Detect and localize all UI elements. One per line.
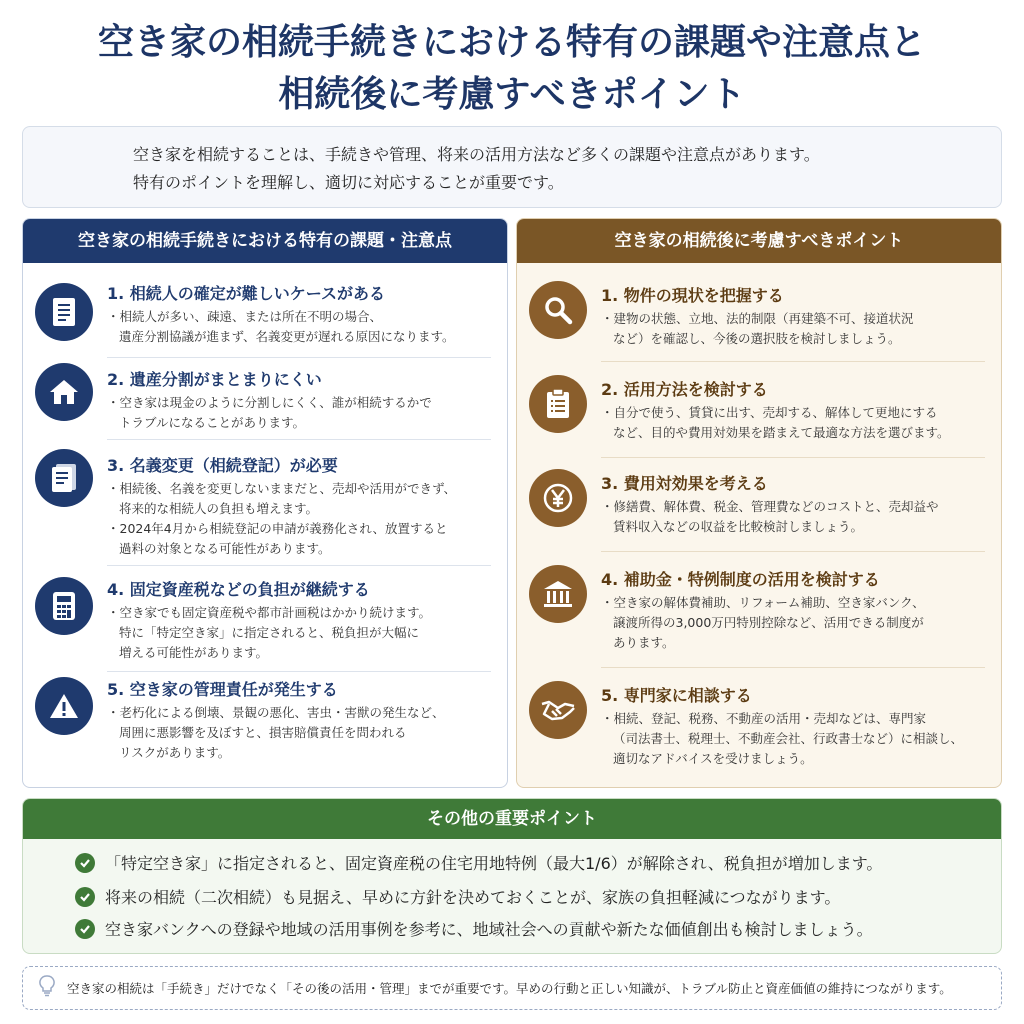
issue-title: 1. 相続人の確定が難しいケースがある	[107, 284, 385, 303]
other-point-item	[75, 851, 882, 874]
point-title: 1. 物件の現状を把握する	[601, 286, 784, 305]
divider	[601, 457, 985, 458]
magnifier-icon	[529, 281, 587, 339]
divider	[601, 667, 985, 668]
footer-text: 空き家の相続は「手続き」だけでなく「その後の活用・管理」までが重要です。早めの行動と正しい知識が、トラブル防止と資産価値の維持につながります。	[67, 981, 952, 996]
divider	[601, 551, 985, 552]
point-body	[601, 593, 925, 653]
issue-title: 4. 固定資産税などの負担が継続する	[107, 580, 370, 599]
bank-icon	[529, 565, 587, 623]
point-line: あります。	[613, 635, 675, 650]
house-icon	[35, 363, 93, 421]
handshake-icon	[529, 681, 587, 739]
page-title	[0, 16, 1024, 120]
point-line: ・建物の状態、立地、法的制限（再建築不可、接道状況	[601, 311, 914, 326]
point-title: 2. 活用方法を検討する	[601, 380, 768, 399]
point-line: など、目的や費用対効果を踏まえて最適な方法を選びます。	[613, 425, 950, 440]
divider	[601, 361, 985, 362]
point-line: 適切なアドバイスを受けましょう。	[613, 751, 813, 766]
lightbulb-icon	[39, 975, 55, 1001]
point-title: 5. 専門家に相談する	[601, 686, 752, 705]
issue-title: 3. 名義変更（相続登記）が必要	[107, 456, 338, 475]
issue-line: 特に「特定空き家」に指定されると、税負担が大幅に	[119, 625, 420, 640]
issue-body	[107, 603, 431, 663]
intro-line-2: 特有のポイントを理解し、適切に対応することが重要です。	[133, 173, 564, 192]
issue-body	[107, 393, 432, 433]
issue-line: トラブルになることがあります。	[119, 415, 306, 430]
other-points-box	[22, 798, 1002, 954]
divider	[107, 565, 491, 566]
other-point-item	[75, 917, 873, 940]
issue-body	[107, 307, 455, 347]
issue-line: 過料の対象となる可能性があります。	[119, 541, 331, 556]
title-line-1: 空き家の相続手続きにおける特有の課題や注意点と	[97, 21, 926, 63]
point-line: 賃料収入などの収益を比較検討しましょう。	[613, 519, 864, 534]
warning-icon	[35, 677, 93, 735]
check-icon	[75, 853, 95, 873]
point-body	[601, 309, 914, 349]
clipboard-icon	[529, 375, 587, 433]
issues-panel-heading: 空き家の相続手続きにおける特有の課題・注意点	[23, 219, 507, 263]
points-panel-heading: 空き家の相続後に考慮すべきポイント	[517, 219, 1001, 263]
point-line: ・修繕費、解体費、税金、管理費などのコストと、売却益や	[601, 499, 939, 514]
issue-line: ・2024年4月から相続登記の申請が義務化され、放置すると	[107, 521, 448, 536]
other-point-text: 「特定空き家」に指定されると、固定資産税の住宅用地特例（最大1/6）が解除され、税負担が増加します。	[105, 854, 883, 873]
points-panel	[516, 218, 1002, 788]
check-icon	[75, 919, 95, 939]
divider	[107, 357, 491, 358]
issue-title: 5. 空き家の管理責任が発生する	[107, 680, 338, 699]
point-line: など）を確認し、今後の選択肢を検討しましょう。	[613, 331, 901, 346]
point-title: 4. 補助金・特例制度の活用を検討する	[601, 570, 880, 589]
point-body	[601, 403, 950, 443]
issue-body	[107, 703, 445, 763]
other-point-text: 将来の相続（二次相続）も見据え、早めに方針を決めておくことが、家族の負担軽減につながります。	[105, 888, 841, 907]
point-title: 3. 費用対効果を考える	[601, 474, 768, 493]
document-icon	[35, 283, 93, 341]
issue-line: ・老朽化による倒壊、景観の悪化、害虫・害獣の発生など、	[107, 705, 445, 720]
point-line: ・相続、登記、税務、不動産の活用・売却などは、専門家	[601, 711, 927, 726]
point-body	[601, 709, 963, 769]
issue-line: ・相続人が多い、疎遠、または所在不明の場合、	[107, 309, 383, 324]
issues-panel	[22, 218, 508, 788]
check-icon	[75, 887, 95, 907]
calculator-icon	[35, 577, 93, 635]
issue-line: 周囲に悪影響を及ぼすと、損害賠償責任を問われる	[119, 725, 407, 740]
registry-document-icon	[35, 449, 93, 507]
issue-line: 増える可能性があります。	[119, 645, 269, 660]
issue-line: リスクがあります。	[119, 745, 231, 760]
divider	[107, 439, 491, 440]
issue-line: 将来的な相続人の負担も増えます。	[119, 501, 319, 516]
other-point-text: 空き家バンクへの登録や地域の活用事例を参考に、地域社会への貢献や新たな価値創出も検討しましょう。	[105, 920, 873, 939]
point-body	[601, 497, 939, 537]
intro-line-1: 空き家を相続することは、手続きや管理、将来の活用方法など多くの課題や注意点があります。	[133, 145, 820, 164]
other-points-heading: その他の重要ポイント	[23, 799, 1001, 839]
divider	[107, 671, 491, 672]
point-line: ・空き家の解体費補助、リフォーム補助、空き家バンク、	[601, 595, 925, 610]
issue-line: ・空き家は現金のように分割しにくく、誰が相続するかで	[107, 395, 432, 410]
other-point-item	[75, 885, 840, 908]
intro-box	[22, 126, 1002, 208]
issue-body	[107, 479, 456, 559]
point-line: ・自分で使う、賃貸に出す、売却する、解体して更地にする	[601, 405, 938, 420]
issue-title: 2. 遺産分割がまとまりにくい	[107, 370, 322, 389]
issue-line: ・空き家でも固定資産税や都市計画税はかかり続けます。	[107, 605, 432, 620]
point-line: 譲渡所得の3,000万円特別控除など、活用できる制度が	[613, 615, 924, 630]
issue-line: ・相続後、名義を変更しないままだと、売却や活用ができず、	[107, 481, 457, 496]
footer-note	[22, 966, 1002, 1010]
yen-icon	[529, 469, 587, 527]
point-line: （司法書士、税理士、不動産会社、行政書士など）に相談し、	[613, 731, 964, 746]
issue-line: 遺産分割協議が進まず、名義変更が遅れる原因になります。	[119, 329, 455, 344]
title-line-2: 相続後に考慮すべきポイント	[278, 73, 746, 115]
